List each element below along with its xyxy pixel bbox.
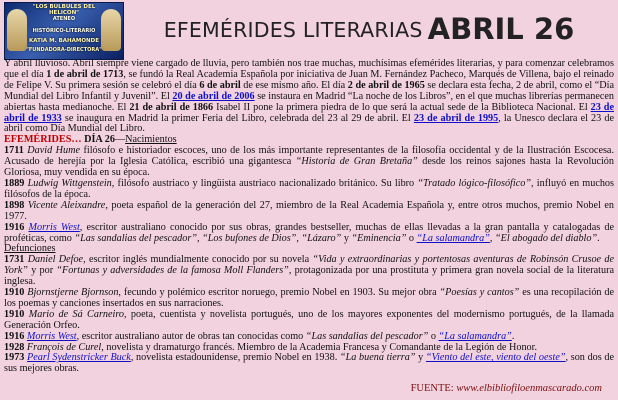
logo-line: ATENEO [52, 16, 76, 22]
date-link[interactable]: 20 de abril de 2006 [172, 90, 255, 102]
logo-line: HISTÓRICO-LITERARIO [32, 28, 96, 34]
title-date: ABRIL 26 [427, 12, 575, 46]
work-link[interactable]: “Viento del este, viento del oeste” [425, 352, 566, 364]
text: , novelista y dramaturgo francés. Miembro de la Academia Francesa y Comandante de la Legión de Honor. [101, 341, 538, 353]
work-title: “Fortunas y adversidades de la famosa Moll Flanders” [56, 265, 289, 277]
sep: , [489, 232, 495, 244]
author-link[interactable]: Morris West [28, 221, 80, 233]
source-label: FUENTE: [410, 383, 454, 394]
author-name: Ludwig Wittgenstein [27, 177, 112, 189]
text: , influyó en muchos filósofos de la época. [4, 177, 614, 200]
title-text: EFEMÉRIDES LITERARIAS [163, 18, 423, 42]
text: , filósofo austriaco y lingüista austriaco nacionalizado británico. Su libro [111, 177, 418, 189]
work-link[interactable]: “La salamandra” [416, 232, 490, 244]
work-title: “Lázaro” [301, 232, 342, 244]
logo-line: KATIA M. BAHAMONDE [29, 38, 99, 44]
year: 1910 [4, 308, 25, 320]
article-body [4, 59, 614, 375]
text: y [415, 352, 426, 364]
work-title: “Los bufones de Dios” [202, 232, 297, 244]
entry [4, 288, 614, 310]
text: , escritor australiano autor de obras tan conocidas como [76, 330, 306, 342]
text: filósofo e historiador escoces, uno de los más importante representantes de la filosofía occidental y de la Ilustración Escocesa. Acusado de herejía por la Iglesia Católica, escribió una gigantesca [4, 145, 615, 168]
work-title: “Historia de Gran Bretaña” [295, 156, 418, 168]
text: y por [27, 265, 57, 277]
text: , protagonizada por una prostituta y primera gran novela social de la literatura inglesa. [4, 265, 614, 288]
section-births: Nacimientos [125, 134, 177, 146]
author-name: Bjornstjerne Bjornson [27, 287, 119, 299]
work-link[interactable]: “La salamandra” [438, 330, 512, 342]
sep: . [597, 232, 600, 244]
logo-line: "FUNDADORA-DIRECTORA" [26, 47, 102, 53]
year: 1916 [4, 221, 25, 233]
source-url[interactable]: www.elbibliofiloenmascarado.com [456, 383, 602, 394]
author-link[interactable]: Pearl Sydenstricker Buck [27, 352, 131, 364]
entry [4, 201, 614, 223]
author-name: Daniel Defoe [27, 254, 84, 266]
text: , novelista estadounidense, premio Nobel en 1938. [130, 352, 340, 364]
entry [4, 223, 614, 245]
text: Y abril lluvioso. Abril siempre viene cargado de lluvia, pero también nos trae muchas, muchísimas efemérides literarias, y para comenzar celebramos que el día [4, 58, 614, 80]
text: se declara esta fecha, 2 de abril, como el “Día Mundial del Libro Infantil y Juvenil”. El [4, 79, 614, 102]
page-title [124, 12, 614, 46]
author-name: François de Curel [26, 341, 102, 353]
year: 1910 [4, 287, 25, 299]
date: 2 de abril de 1965 [347, 79, 425, 91]
author-link[interactable]: Morris West [26, 330, 77, 342]
text: , son dos de sus mejores obras. [4, 352, 615, 375]
work-title: “El abogado del diablo” [494, 232, 598, 244]
text: es una recopilación de los poemas y canciones insertados en sus narraciones. [4, 287, 614, 309]
text: . [511, 330, 515, 342]
entry [4, 146, 614, 179]
text: , escritor inglés mundialmente conocido por su novela [83, 254, 313, 266]
text: Isabel II pone la primera piedra de lo que será la actual sede de la Biblioteca Nacional. El [213, 101, 591, 113]
year: 1973 [4, 352, 25, 364]
author-name: David Hume [27, 145, 81, 157]
source-credit [411, 383, 602, 394]
ateneo-logo [4, 2, 124, 60]
intro-paragraph [4, 59, 614, 135]
entry [4, 353, 614, 375]
date: 6 de abril [199, 79, 241, 91]
author-name: Mario de Sá Carneiro [28, 308, 125, 320]
entry [4, 179, 614, 201]
year: 1889 [4, 177, 25, 189]
bust-right-icon [101, 9, 121, 51]
date-link[interactable]: 23 de abril de 1933 [4, 101, 614, 124]
year: 1928 [4, 341, 25, 353]
year: 1731 [4, 254, 25, 266]
year: 1916 [4, 330, 25, 342]
work-title: “Las sandalias del pescador” [74, 232, 197, 244]
day-label: DÍA 26 [84, 134, 115, 146]
logo-line: "LOS BULBULES DEL HELICON" [32, 4, 96, 16]
text: se instaura en Madrid “La noche de los Libros”, en el que muchas librerías permanecen abiertas hasta medianoche. El [4, 90, 614, 113]
sep: o [406, 232, 417, 244]
date: 21 de abril de 1866 [129, 101, 214, 113]
sep: , [197, 232, 203, 244]
year: 1898 [4, 199, 25, 211]
sep: , [296, 232, 302, 244]
bust-left-icon [7, 9, 27, 51]
work-title: “Eminencia” [351, 232, 407, 244]
text: , fecundo y polémico escritor noruego, premio Nobel en 1903. Su mejor obra [118, 287, 440, 299]
work-title: “Tratado lógico-filosófico” [417, 177, 532, 189]
year: 1711 [4, 145, 24, 157]
text: , escritor australiano conocido por sus obras, grandes bestseller, muchas de ellas llevadas a la gran pantalla y catalogadas de proféticas, como [4, 221, 614, 244]
text: , poeta español de la generación del 27, miembro de la Real Academia Española y, entre otros muchos, premio Nobel en 1977. [4, 199, 614, 222]
entry [4, 310, 614, 332]
section-deaths: Defunciones [4, 243, 56, 255]
work-title: “Poesías y cantos” [439, 287, 520, 299]
sep: y [341, 232, 352, 244]
work-title: “Vida y extraordinarias y portentosas aventuras de Robinsón Crusoe de York” [4, 254, 614, 277]
text: desde los reinos sajones hasta la Revolución Gloriosa, muy vendida en su época. [4, 156, 614, 179]
text: de ese mismo año. El día [240, 79, 348, 91]
text: , la Unesco declara el 23 de abril como Día Mundial del Libro. [4, 112, 614, 135]
text: , poeta, cuentista y novelista portugués, uno de los mayores exponentes del modernismo portugués, de la llamada Generación Orfeo. [4, 308, 614, 331]
work-title: “Las sandalias del pescador” [305, 330, 429, 342]
date-link[interactable]: 23 de abril de 1995 [413, 112, 499, 124]
efemerides-label: EFEMÉRIDES… [4, 134, 82, 146]
author-name: Vicente Aleixandre [27, 199, 106, 211]
entry [4, 255, 614, 288]
text: , se fundó la Real Academia Española por iniciativa de Juan M. Fernández Pacheco, Marqués de Villena, bajo el reinado de Felipe V. Su primera sesión se celebró el día [4, 68, 614, 91]
dash: — [114, 134, 126, 146]
date: 1 de abril de 1713 [46, 68, 124, 80]
work-title: “La buena tierra” [339, 352, 416, 364]
text: se inaugura en Madrid la primer Feria del Libro, celebrada del 23 al 29 de abril. El [61, 112, 414, 124]
text: o [428, 330, 439, 342]
